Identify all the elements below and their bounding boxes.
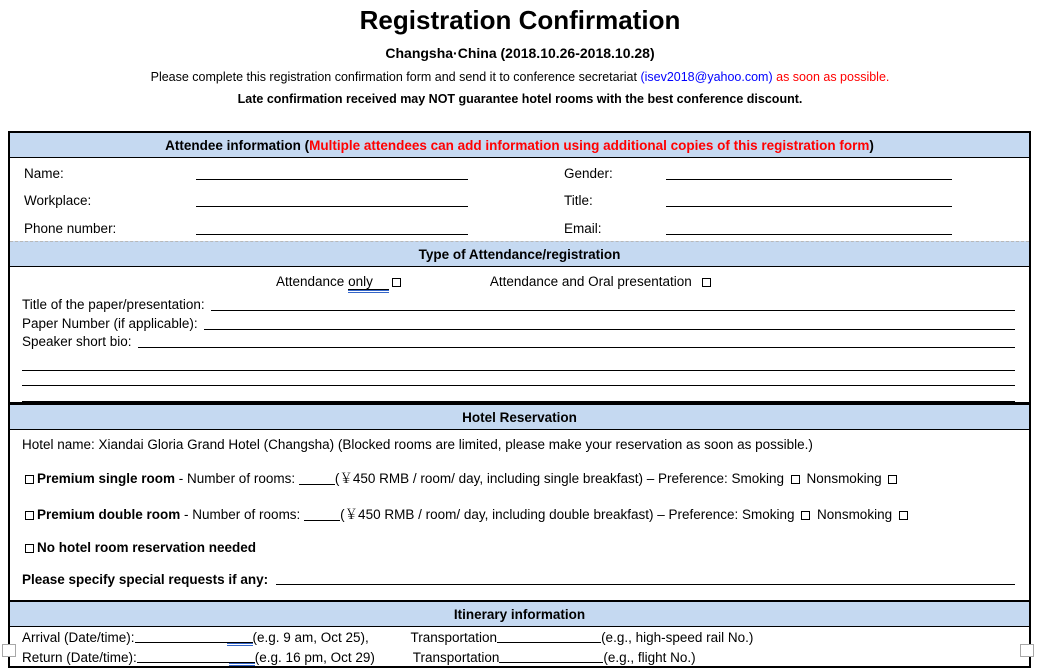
email-label: Email: — [564, 220, 602, 236]
instruction-line — [0, 70, 1040, 84]
special-requests-line — [10, 568, 1029, 587]
speaker-bio-label: Speaker short bio: — [22, 334, 132, 349]
arrival-label: Arrival (Date/time): — [22, 630, 135, 645]
instruction-text: Please complete this registration confirmation form and send it to conference secretariat — [150, 70, 641, 84]
double-smoking-checkbox[interactable] — [801, 511, 810, 520]
single-smoking-checkbox[interactable] — [791, 475, 800, 484]
single-room-detail-text: (￥450 RMB / room/ day, including single breakfast) – Preference: Smoking — [334, 470, 788, 486]
attendee-header-red-text: Multiple attendees can add information using additional copies of this registration form — [309, 138, 870, 153]
no-reservation-checkbox[interactable] — [25, 544, 34, 553]
double-room-detail-text: (￥450 RMB / room/ day, including double breakfast) – Preference: Smoking — [340, 506, 799, 522]
hotel-name-text: Hotel name: Xiandai Gloria Grand Hotel (Changsha) (Blocked rooms are limited, please make your reservation as soon as possible.) — [22, 436, 813, 452]
urgent-note: as soon as possible. — [772, 70, 890, 84]
attendance-only-checkbox[interactable] — [392, 278, 401, 287]
double-room-count-line[interactable] — [304, 508, 340, 521]
double-nonsmoking-label: Nonsmoking — [813, 506, 896, 522]
return-date-input-line-end[interactable] — [229, 653, 255, 663]
name-input-line[interactable] — [196, 166, 468, 180]
return-proofing-mark — [229, 653, 255, 666]
single-room-count-line[interactable] — [299, 472, 335, 485]
conference-location-dates: Changsha·China (2018.10.26-2018.10.28) — [385, 45, 655, 61]
return-row — [10, 646, 1029, 666]
paper-number-label: Paper Number (if applicable): — [22, 315, 198, 331]
arrival-proofing-mark — [227, 633, 253, 646]
arrival-row — [10, 627, 1029, 647]
bio-extra-line-1[interactable] — [22, 355, 1015, 371]
single-room-line — [10, 467, 1029, 487]
return-example-text: (e.g. 16 pm, Oct 29) — [254, 649, 375, 665]
registration-form-table — [8, 131, 1031, 668]
proofing-mark — [348, 274, 389, 293]
attendance-section-header — [10, 241, 1029, 267]
secretariat-email-link[interactable]: (isev2018@yahoo.com) — [640, 70, 773, 84]
paper-title-label: Title of the paper/presentation: — [22, 297, 205, 312]
attendee-row-name — [10, 158, 1029, 186]
workplace-label: Workplace: — [24, 193, 92, 208]
arrival-date-input-line[interactable] — [135, 633, 227, 643]
bio-extra-line-3[interactable] — [22, 386, 1015, 402]
return-date-input-line[interactable] — [137, 653, 229, 663]
paper-title-line — [10, 295, 1029, 314]
name-label: Name: — [24, 165, 64, 181]
late-confirmation-note: Late confirmation received may NOT guarantee hotel rooms with the best conference discount. — [237, 92, 803, 106]
bio-extra-line-2[interactable] — [22, 371, 1015, 387]
page-title: Registration Confirmation — [359, 5, 681, 35]
single-room-label: Premium single room — [37, 470, 176, 486]
double-nonsmoking-checkbox[interactable] — [899, 511, 908, 520]
special-requests-label: Please specify special requests if any: — [22, 571, 269, 587]
double-room-checkbox[interactable] — [25, 511, 34, 520]
attendee-header-text: Attendee information ( — [165, 138, 310, 153]
speaker-bio-input-line[interactable] — [138, 338, 1015, 348]
speaker-bio-line — [10, 332, 1029, 351]
single-room-mid-text: - Number of rooms: — [175, 470, 299, 486]
single-room-checkbox[interactable] — [25, 475, 34, 484]
hotel-section-header — [10, 402, 1029, 430]
attendance-only-label: Attendance — [276, 273, 345, 289]
paper-title-input-line[interactable] — [211, 301, 1015, 311]
title-input-line[interactable] — [666, 193, 952, 207]
itinerary-section-header — [10, 600, 1029, 627]
gender-input-line[interactable] — [666, 166, 952, 180]
paper-number-line — [10, 313, 1029, 332]
arrival-transportation-label: Transportation — [410, 630, 498, 645]
attendee-header-close: ) — [869, 138, 874, 153]
return-transportation-label: Transportation — [412, 649, 500, 665]
attendance-header-text: Type of Attendance/registration — [418, 246, 621, 262]
attendee-section-header — [10, 133, 1029, 158]
arrival-date-input-line-end[interactable] — [227, 633, 253, 643]
phone-input-line[interactable] — [196, 221, 468, 235]
return-transportation-input-line[interactable] — [499, 653, 603, 663]
attendee-row-workplace — [10, 186, 1029, 214]
return-label: Return (Date/time): — [22, 649, 137, 665]
attendance-options-line — [10, 274, 1029, 295]
arrival-transportation-input-line[interactable] — [497, 633, 601, 643]
workplace-input-line[interactable] — [196, 193, 468, 207]
arrival-example-text: (e.g. 9 am, Oct 25), — [252, 630, 369, 645]
no-reservation-label: No hotel room reservation needed — [37, 539, 257, 555]
double-room-label: Premium double room — [37, 506, 181, 522]
itinerary-header-text: Itinerary information — [453, 606, 586, 622]
gender-label: Gender: — [564, 165, 613, 181]
title-label: Title: — [564, 193, 593, 208]
oral-presentation-checkbox[interactable] — [702, 278, 711, 287]
double-room-line — [10, 503, 1029, 523]
attendance-only-underlined: only — [348, 274, 389, 290]
oral-presentation-label: Attendance and Oral presentation — [489, 273, 692, 289]
attendee-row-phone — [10, 213, 1029, 241]
email-input-line[interactable] — [666, 221, 952, 235]
arrival-transportation-hint: (e.g., high-speed rail No.) — [601, 630, 754, 645]
hotel-header-text: Hotel Reservation — [462, 409, 577, 425]
hotel-name-line — [10, 437, 1029, 452]
double-room-mid-text: - Number of rooms: — [180, 506, 305, 522]
paper-number-input-line[interactable] — [204, 320, 1015, 330]
phone-label: Phone number: — [24, 220, 117, 236]
return-transportation-hint: (e.g., flight No.) — [603, 649, 696, 665]
single-nonsmoking-label: Nonsmoking — [802, 470, 886, 486]
no-reservation-line — [10, 540, 1029, 555]
special-requests-input-line[interactable] — [276, 575, 1015, 585]
single-nonsmoking-checkbox[interactable] — [888, 475, 897, 484]
